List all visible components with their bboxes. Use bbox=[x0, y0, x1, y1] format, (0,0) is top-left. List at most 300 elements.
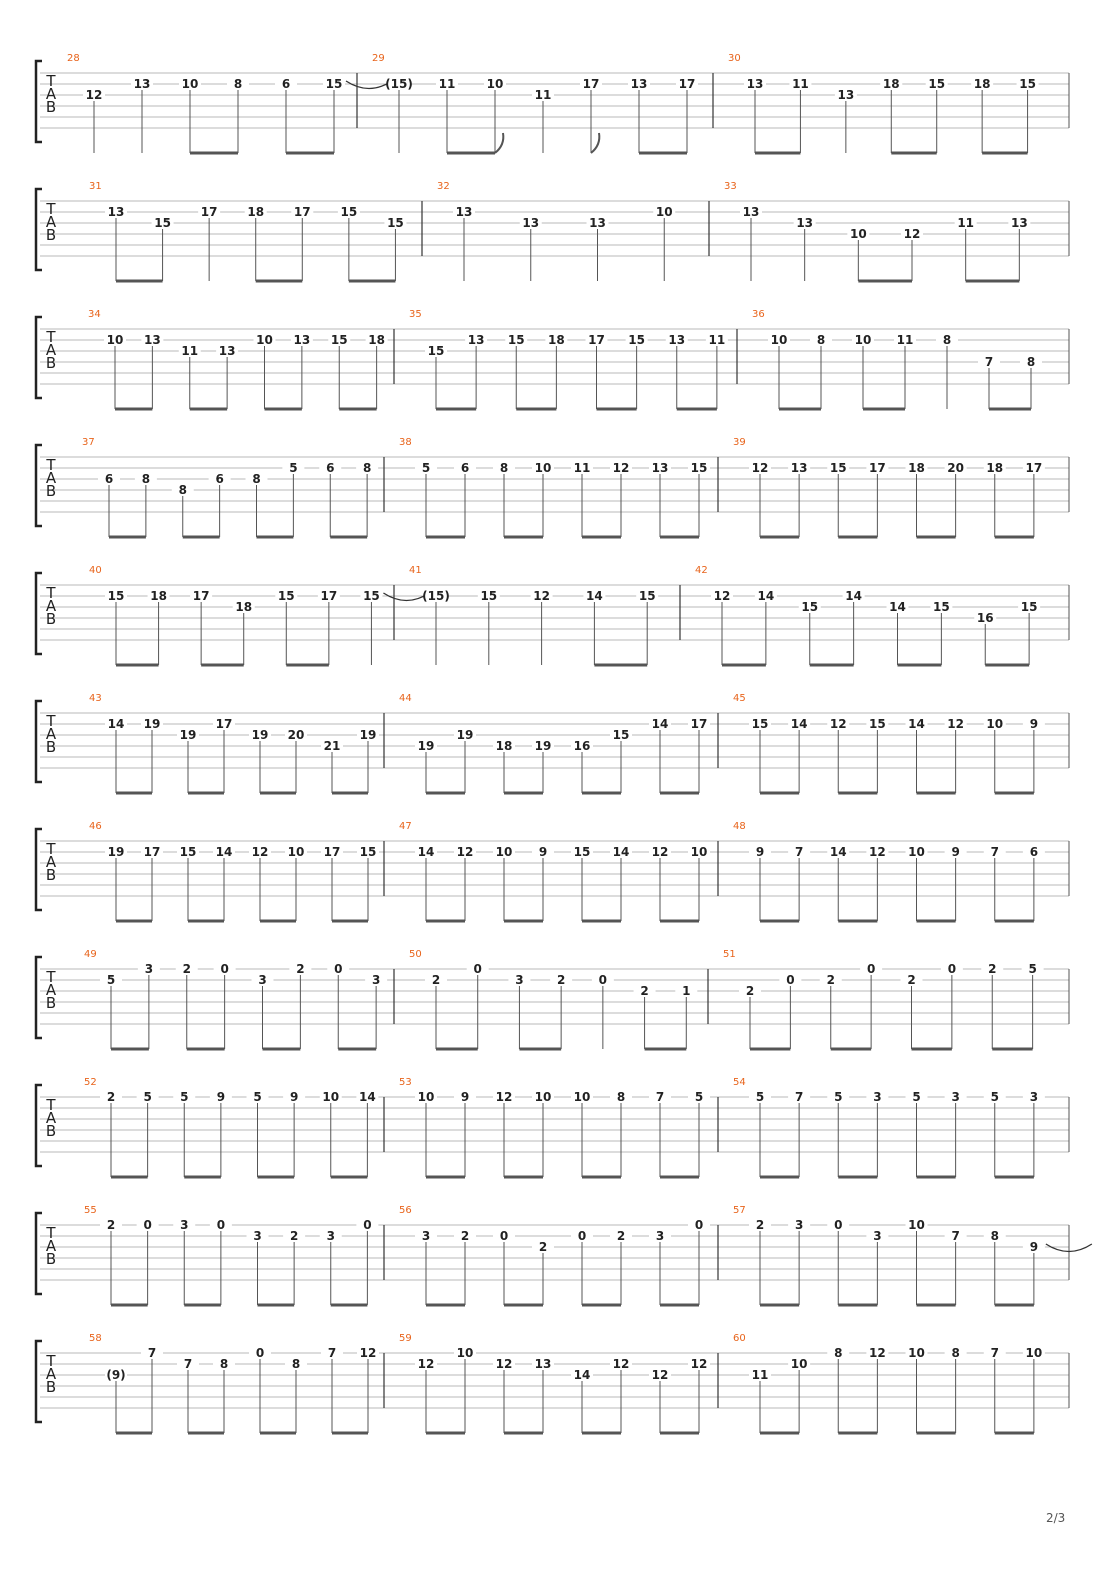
fret-number: 8 bbox=[178, 483, 187, 497]
fret-number: 11 bbox=[751, 1368, 769, 1382]
fret-number: 10 bbox=[534, 461, 552, 475]
fret-number: 12 bbox=[456, 845, 474, 859]
fret-number: 3 bbox=[515, 973, 524, 987]
fret-number: 0 bbox=[866, 962, 876, 976]
fret-number: 12 bbox=[751, 461, 769, 475]
tab-clef-letter: B bbox=[45, 738, 57, 756]
page-number: 2/3 bbox=[1046, 1511, 1066, 1525]
fret-number: 19 bbox=[534, 739, 552, 753]
fret-number: 15 bbox=[154, 216, 171, 230]
fret-number: 15 bbox=[751, 717, 769, 731]
fret-number: 19 bbox=[179, 728, 197, 742]
fret-number: 1 bbox=[682, 984, 691, 998]
fret-number: 10 bbox=[790, 1357, 808, 1371]
measure-number: 51 bbox=[723, 949, 736, 960]
measure-number: 28 bbox=[67, 53, 80, 64]
fret-number: 0 bbox=[143, 1218, 152, 1232]
fret-number: 12 bbox=[495, 1357, 513, 1371]
measure-number: 33 bbox=[724, 181, 737, 192]
fret-number: 17 bbox=[320, 589, 338, 603]
fret-number: 2 bbox=[538, 1240, 548, 1254]
fret-number: 12 bbox=[417, 1357, 435, 1371]
tab-clef-letter: A bbox=[45, 469, 57, 487]
fret-number: 19 bbox=[359, 728, 377, 742]
fret-number: 10 bbox=[256, 333, 273, 347]
fret-number: 12 bbox=[690, 1357, 708, 1371]
tab-clef-letter: T bbox=[46, 1352, 56, 1370]
fret-number: 6 bbox=[460, 461, 470, 475]
fret-number: 15 bbox=[801, 600, 819, 614]
tab-clef-letter: A bbox=[45, 213, 57, 231]
fret-number: 12 bbox=[713, 589, 731, 603]
fret-number: 15 bbox=[1020, 600, 1038, 614]
tab-clef-letter: A bbox=[45, 853, 57, 871]
tab-clef-letter: A bbox=[45, 341, 57, 359]
fret-number: (9) bbox=[106, 1368, 126, 1382]
fret-number: 15 bbox=[1019, 77, 1036, 91]
fret-number: 17 bbox=[678, 77, 696, 91]
fret-number: 13 bbox=[837, 88, 855, 102]
tab-clef-letter: B bbox=[45, 866, 57, 884]
fret-number: 14 bbox=[829, 845, 847, 859]
fret-number: 17 bbox=[690, 717, 708, 731]
fret-number: 17 bbox=[323, 845, 341, 859]
fret-number: 5 bbox=[289, 461, 298, 475]
measure-number: 52 bbox=[84, 1077, 97, 1088]
fret-number: 13 bbox=[467, 333, 485, 347]
fret-number: 9 bbox=[460, 1090, 470, 1104]
fret-number: 9 bbox=[289, 1090, 299, 1104]
fret-number: 15 bbox=[638, 589, 656, 603]
measure-number: 40 bbox=[89, 565, 102, 576]
fret-number: 15 bbox=[363, 589, 380, 603]
fret-number: 5 bbox=[106, 973, 116, 987]
fret-number: 18 bbox=[973, 77, 991, 91]
fret-number: 6 bbox=[104, 472, 114, 486]
tab-clef-letter: A bbox=[45, 1237, 57, 1255]
fret-number: 3 bbox=[873, 1229, 882, 1243]
measure-number: 32 bbox=[437, 181, 450, 192]
note-flag bbox=[495, 133, 503, 153]
fret-number: 13 bbox=[589, 216, 606, 230]
fret-number: 9 bbox=[755, 845, 765, 859]
fret-number: 13 bbox=[742, 205, 760, 219]
fret-number: 7 bbox=[951, 1229, 960, 1243]
fret-number: 17 bbox=[143, 845, 161, 859]
tab-clef-letter: A bbox=[45, 85, 57, 103]
fret-number: 2 bbox=[826, 973, 835, 987]
fret-number: 18 bbox=[548, 333, 565, 347]
fret-number: 10 bbox=[417, 1090, 435, 1104]
fret-number: 14 bbox=[359, 1090, 376, 1104]
tab-clef-letter: T bbox=[46, 1224, 56, 1242]
fret-number: 20 bbox=[947, 461, 964, 475]
fret-number: 0 bbox=[694, 1218, 704, 1232]
tab-clef-letter: B bbox=[45, 98, 57, 116]
fret-number: 10 bbox=[655, 205, 673, 219]
fret-number: (15) bbox=[385, 77, 413, 91]
fret-number: 14 bbox=[889, 600, 906, 614]
fret-number: 8 bbox=[834, 1346, 843, 1360]
fret-number: 7 bbox=[984, 355, 994, 369]
fret-number: 8 bbox=[141, 472, 151, 486]
fret-number: 5 bbox=[834, 1090, 843, 1104]
fret-number: 12 bbox=[651, 1368, 669, 1382]
tab-clef-letter: B bbox=[45, 1378, 57, 1396]
fret-number: 14 bbox=[417, 845, 435, 859]
fret-number: 8 bbox=[816, 333, 826, 347]
fret-number: 10 bbox=[486, 77, 504, 91]
note-flag bbox=[591, 133, 599, 153]
fret-number: 15 bbox=[573, 845, 591, 859]
fret-number: 14 bbox=[790, 717, 808, 731]
fret-number: 7 bbox=[990, 845, 999, 859]
tab-clef-letter: B bbox=[45, 1250, 57, 1268]
fret-number: 11 bbox=[181, 344, 199, 358]
tab-clef-letter: B bbox=[45, 994, 57, 1012]
fret-number: 2 bbox=[616, 1229, 626, 1243]
measure-number: 36 bbox=[752, 309, 765, 320]
fret-number: 13 bbox=[651, 461, 669, 475]
measure-number: 44 bbox=[399, 693, 412, 704]
fret-number: 13 bbox=[746, 77, 764, 91]
fret-number: 3 bbox=[144, 962, 154, 976]
fret-number: 10 bbox=[573, 1090, 591, 1104]
fret-number: 14 bbox=[215, 845, 233, 859]
fret-number: 5 bbox=[253, 1090, 262, 1104]
fret-number: 0 bbox=[786, 973, 795, 987]
fret-number: 11 bbox=[957, 216, 975, 230]
fret-number: 9 bbox=[538, 845, 548, 859]
tab-clef-letter: A bbox=[45, 597, 57, 615]
measure-number: 30 bbox=[728, 53, 741, 64]
fret-number: 14 bbox=[586, 589, 603, 603]
tab-clef-letter: T bbox=[46, 456, 56, 474]
measure-number: 35 bbox=[409, 309, 422, 320]
fret-number: 15 bbox=[427, 344, 445, 358]
fret-number: 18 bbox=[986, 461, 1004, 475]
fret-number: 15 bbox=[330, 333, 348, 347]
fret-number: 10 bbox=[908, 845, 925, 859]
measure-number: 55 bbox=[84, 1205, 97, 1216]
fret-number: 10 bbox=[908, 1218, 925, 1232]
measure-number: 54 bbox=[733, 1077, 746, 1088]
fret-number: 18 bbox=[150, 589, 167, 603]
fret-number: 18 bbox=[368, 333, 385, 347]
fret-number: 12 bbox=[829, 717, 847, 731]
fret-number: 6 bbox=[326, 461, 335, 475]
fret-number: 12 bbox=[651, 845, 669, 859]
fret-number: 8 bbox=[942, 333, 952, 347]
fret-number: 15 bbox=[869, 717, 886, 731]
fret-number: 0 bbox=[598, 973, 608, 987]
fret-number: 7 bbox=[147, 1346, 157, 1360]
fret-number: 14 bbox=[845, 589, 862, 603]
fret-number: 3 bbox=[326, 1229, 335, 1243]
fret-number: 21 bbox=[323, 739, 341, 753]
tab-clef-letter: T bbox=[46, 200, 56, 218]
fret-number: 8 bbox=[219, 1357, 229, 1371]
fret-number: 13 bbox=[534, 1357, 552, 1371]
fret-number: 5 bbox=[755, 1090, 765, 1104]
fret-number: 8 bbox=[252, 472, 261, 486]
tab-clef-letter: B bbox=[45, 226, 57, 244]
fret-number: 10 bbox=[690, 845, 708, 859]
fret-number: 13 bbox=[455, 205, 473, 219]
fret-number: 14 bbox=[908, 717, 925, 731]
measure-number: 48 bbox=[733, 821, 746, 832]
measure-number: 47 bbox=[399, 821, 412, 832]
measure-number: 34 bbox=[88, 309, 101, 320]
fret-number: 15 bbox=[277, 589, 295, 603]
fret-number: 15 bbox=[359, 845, 377, 859]
fret-number: 2 bbox=[106, 1218, 116, 1232]
fret-number: 0 bbox=[473, 962, 482, 976]
fret-number: 17 bbox=[1025, 461, 1043, 475]
fret-number: 15 bbox=[507, 333, 525, 347]
measure-number: 29 bbox=[372, 53, 385, 64]
fret-number: 9 bbox=[1029, 1240, 1039, 1254]
fret-number: 0 bbox=[577, 1229, 587, 1243]
fret-number: 7 bbox=[327, 1346, 337, 1360]
fret-number: 5 bbox=[1028, 962, 1037, 976]
fret-number: 7 bbox=[794, 845, 804, 859]
fret-number: 14 bbox=[757, 589, 775, 603]
fret-number: 15 bbox=[928, 77, 946, 91]
fret-number: 9 bbox=[1029, 717, 1039, 731]
fret-number: 2 bbox=[907, 973, 916, 987]
fret-number: 5 bbox=[180, 1090, 189, 1104]
fret-number: 12 bbox=[85, 88, 103, 102]
fret-number: 8 bbox=[233, 77, 243, 91]
fret-number: 14 bbox=[651, 717, 669, 731]
fret-number: 10 bbox=[181, 77, 199, 91]
fret-number: 19 bbox=[143, 717, 161, 731]
fret-number: 6 bbox=[1029, 845, 1039, 859]
fret-number: 0 bbox=[834, 1218, 843, 1232]
fret-number: 20 bbox=[287, 728, 305, 742]
fret-number: 19 bbox=[417, 739, 435, 753]
fret-number: 9 bbox=[216, 1090, 226, 1104]
fret-number: 8 bbox=[291, 1357, 301, 1371]
fret-number: 2 bbox=[460, 1229, 470, 1243]
fret-number: 15 bbox=[387, 216, 404, 230]
fret-number: 14 bbox=[573, 1368, 591, 1382]
fret-number: 13 bbox=[293, 333, 311, 347]
tab-clef-letter: T bbox=[46, 840, 56, 858]
fret-number: 15 bbox=[612, 728, 630, 742]
fret-number: 8 bbox=[1026, 355, 1036, 369]
fret-number: 17 bbox=[869, 461, 886, 475]
fret-number: 2 bbox=[556, 973, 566, 987]
tab-clef-letter: T bbox=[46, 72, 56, 90]
fret-number: 0 bbox=[334, 962, 343, 976]
fret-number: 17 bbox=[215, 717, 233, 731]
fret-number: 16 bbox=[573, 739, 591, 753]
fret-number: 2 bbox=[431, 973, 441, 987]
fret-number: 12 bbox=[612, 1357, 630, 1371]
fret-number: 18 bbox=[235, 600, 253, 614]
fret-number: 2 bbox=[289, 1229, 299, 1243]
fret-number: 3 bbox=[180, 1218, 189, 1232]
tab-clef-letter: B bbox=[45, 354, 57, 372]
measure-number: 41 bbox=[409, 565, 422, 576]
fret-number: 17 bbox=[582, 77, 600, 91]
measure-number: 56 bbox=[399, 1205, 412, 1216]
fret-number: 15 bbox=[690, 461, 708, 475]
tab-clef-letter: A bbox=[45, 981, 57, 999]
fret-number: 10 bbox=[456, 1346, 474, 1360]
fret-number: 18 bbox=[247, 205, 265, 219]
fret-number: 2 bbox=[182, 962, 191, 976]
fret-number: 0 bbox=[947, 962, 957, 976]
tab-clef-letter: A bbox=[45, 1365, 57, 1383]
fret-number: 7 bbox=[655, 1090, 665, 1104]
fret-number: 8 bbox=[499, 461, 509, 475]
fret-number: 2 bbox=[745, 984, 755, 998]
fret-number: 13 bbox=[630, 77, 648, 91]
fret-number: 7 bbox=[183, 1357, 193, 1371]
fret-number: 0 bbox=[255, 1346, 265, 1360]
measure-number: 59 bbox=[399, 1333, 412, 1344]
measure-number: 46 bbox=[89, 821, 102, 832]
fret-number: 2 bbox=[106, 1090, 116, 1104]
fret-number: 15 bbox=[628, 333, 645, 347]
fret-number: 17 bbox=[293, 205, 311, 219]
fret-number: 10 bbox=[770, 333, 788, 347]
fret-number: 3 bbox=[371, 973, 381, 987]
measure-number: 57 bbox=[733, 1205, 746, 1216]
fret-number: 10 bbox=[534, 1090, 552, 1104]
fret-number: 10 bbox=[495, 845, 513, 859]
fret-number: 11 bbox=[573, 461, 591, 475]
fret-number: 13 bbox=[522, 216, 540, 230]
fret-number: 11 bbox=[708, 333, 726, 347]
fret-number: 13 bbox=[796, 216, 814, 230]
fret-number: 14 bbox=[107, 717, 125, 731]
fret-number: 12 bbox=[947, 717, 964, 731]
measure-number: 45 bbox=[733, 693, 746, 704]
fret-number: 12 bbox=[612, 461, 630, 475]
fret-number: 3 bbox=[951, 1090, 960, 1104]
fret-number: 10 bbox=[322, 1090, 340, 1104]
fret-number: 11 bbox=[896, 333, 914, 347]
fret-number: 2 bbox=[640, 984, 649, 998]
fret-number: 18 bbox=[495, 739, 513, 753]
fret-number: 15 bbox=[340, 205, 358, 219]
fret-number: 19 bbox=[251, 728, 269, 742]
fret-number: 6 bbox=[281, 77, 291, 91]
fret-number: 11 bbox=[534, 88, 552, 102]
fret-number: 13 bbox=[668, 333, 686, 347]
fret-number: 13 bbox=[133, 77, 151, 91]
fret-number: 15 bbox=[107, 589, 125, 603]
fret-number: 12 bbox=[495, 1090, 513, 1104]
fret-number: 8 bbox=[362, 461, 372, 475]
fret-number: 15 bbox=[325, 77, 343, 91]
measure-number: 39 bbox=[733, 437, 746, 448]
fret-number: 10 bbox=[986, 717, 1004, 731]
fret-number: 8 bbox=[616, 1090, 626, 1104]
fret-number: 0 bbox=[220, 962, 229, 976]
fret-number: 17 bbox=[200, 205, 218, 219]
fret-number: 0 bbox=[499, 1229, 509, 1243]
fret-number: 12 bbox=[869, 1346, 886, 1360]
fret-number: 16 bbox=[976, 611, 994, 625]
fret-number: 15 bbox=[933, 600, 950, 614]
measure-number: 43 bbox=[89, 693, 102, 704]
tab-clef-letter: B bbox=[45, 1122, 57, 1140]
tab-clef-letter: T bbox=[46, 712, 56, 730]
tab-clef-letter: T bbox=[46, 328, 56, 346]
fret-number: 3 bbox=[421, 1229, 431, 1243]
tab-clef-letter: B bbox=[45, 610, 57, 628]
fret-number: 10 bbox=[854, 333, 872, 347]
fret-number: 5 bbox=[694, 1090, 704, 1104]
fret-number: 9 bbox=[951, 845, 960, 859]
fret-number: 5 bbox=[990, 1090, 999, 1104]
tab-clef-letter: A bbox=[45, 1109, 57, 1127]
fret-number: 11 bbox=[792, 77, 809, 91]
tab-clef-letter: T bbox=[46, 968, 56, 986]
fret-number: 17 bbox=[192, 589, 210, 603]
fret-number: 3 bbox=[873, 1090, 882, 1104]
fret-number: 2 bbox=[296, 962, 305, 976]
measure-number: 49 bbox=[84, 949, 97, 960]
measure-number: 42 bbox=[695, 565, 708, 576]
fret-number: 10 bbox=[849, 227, 867, 241]
fret-number: 5 bbox=[143, 1090, 152, 1104]
fret-number: 2 bbox=[988, 962, 997, 976]
fret-number: 13 bbox=[144, 333, 161, 347]
tab-clef-letter: T bbox=[46, 1096, 56, 1114]
tab-clef-letter: T bbox=[46, 584, 56, 602]
fret-number: 19 bbox=[107, 845, 125, 859]
fret-number: 12 bbox=[533, 589, 550, 603]
fret-number: 14 bbox=[612, 845, 630, 859]
fret-number: 12 bbox=[869, 845, 886, 859]
fret-number: 17 bbox=[588, 333, 605, 347]
fret-number: 2 bbox=[755, 1218, 765, 1232]
tab-clef-letter: B bbox=[45, 482, 57, 500]
fret-number: 15 bbox=[179, 845, 197, 859]
fret-number: 8 bbox=[951, 1346, 960, 1360]
fret-number: 3 bbox=[655, 1229, 665, 1243]
fret-number: 10 bbox=[908, 1346, 925, 1360]
measure-number: 38 bbox=[399, 437, 412, 448]
fret-number: 10 bbox=[1025, 1346, 1043, 1360]
fret-number: 3 bbox=[258, 973, 267, 987]
measure-number: 53 bbox=[399, 1077, 412, 1088]
fret-number: 3 bbox=[794, 1218, 804, 1232]
fret-number: 5 bbox=[421, 461, 431, 475]
measure-number: 60 bbox=[733, 1333, 746, 1344]
measure-number: 58 bbox=[89, 1333, 102, 1344]
fret-number: 7 bbox=[990, 1346, 999, 1360]
fret-number: 12 bbox=[903, 227, 921, 241]
fret-number: 13 bbox=[218, 344, 236, 358]
fret-number: 13 bbox=[1010, 216, 1028, 230]
fret-number: 13 bbox=[790, 461, 808, 475]
fret-number: 3 bbox=[253, 1229, 262, 1243]
fret-number: 7 bbox=[794, 1090, 804, 1104]
fret-number: 12 bbox=[251, 845, 269, 859]
fret-number: 15 bbox=[480, 589, 498, 603]
fret-number: 10 bbox=[287, 845, 305, 859]
measure-number: 31 bbox=[89, 181, 102, 192]
tab-clef-letter: A bbox=[45, 725, 57, 743]
fret-number: 0 bbox=[363, 1218, 372, 1232]
